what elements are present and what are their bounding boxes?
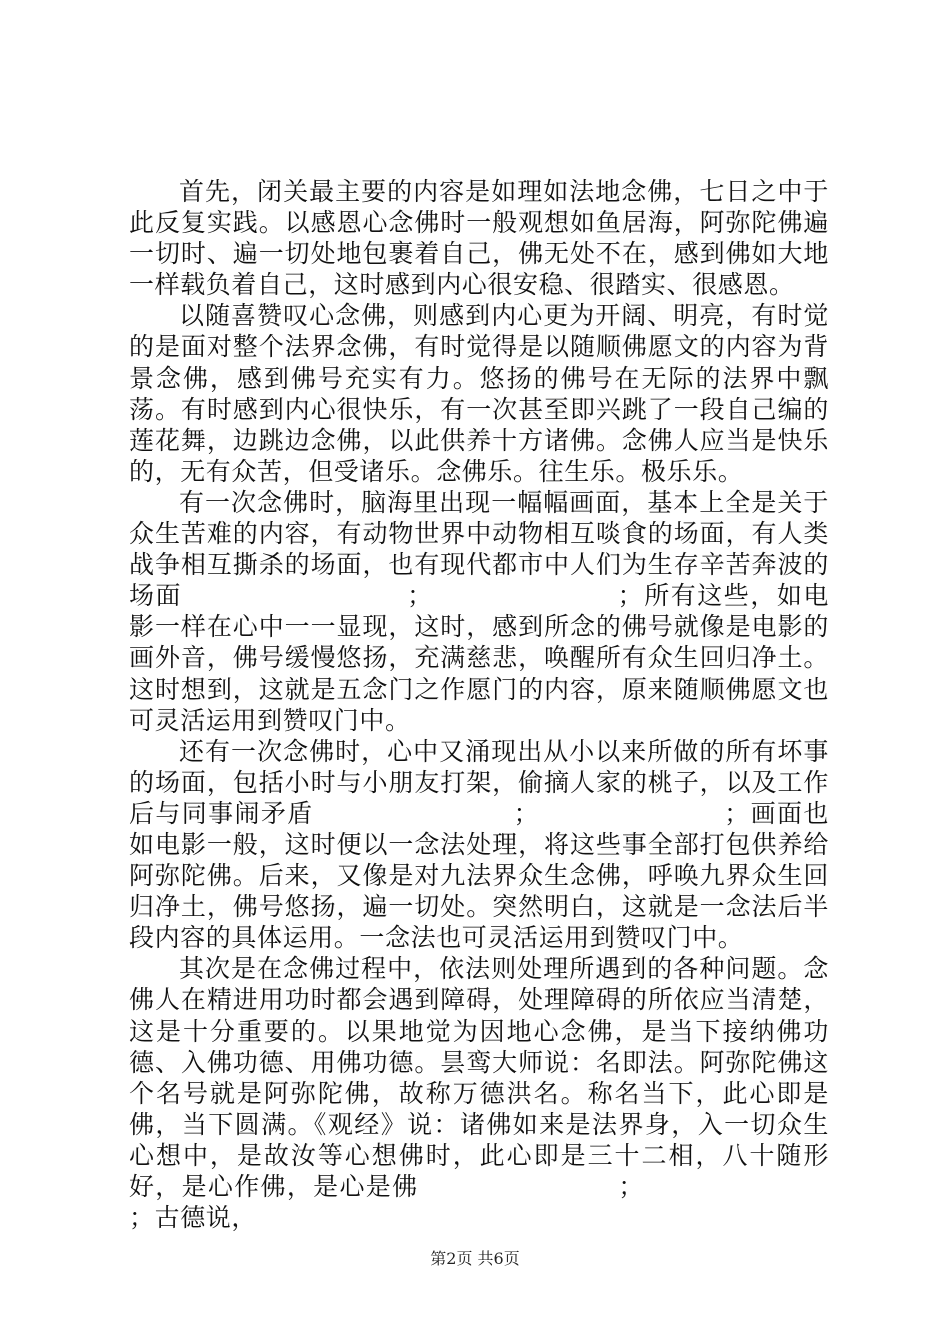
paragraph-5-text-a: 其次是在念佛过程中，依法则处理所遇到的各种问题。念佛人在精进用功时都会遇到障碍，处理障碍的所依应当清楚，这是十分重要的。以果地觉为因地心念佛，是当下接纳佛功德、入佛功德、用佛功德。昙鸾大师说：名即法。阿弥陀佛这个名号就是阿弥陀佛，故称万德洪名。称名当下，此心即是佛，当下圆满。《观经》说：诸佛如来是法界身，入一切众生心想中，是故汝等心想佛时，此心即是三十二相，八十随形好，是心作佛，是心是佛 [129, 954, 829, 1201]
paragraph-3-semicolon: ； [407, 581, 433, 611]
paragraph-2: 以随喜赞叹心念佛，则感到内心更为开阔、明亮，有时觉的是面对整个法界念佛，有时觉得是以随顺佛愿文的内容为背景念佛，感到佛号充实有力。悠扬的佛号在无际的法界中飘荡。有时感到内心很快乐，有一次甚至即兴跳了一段自己编的莲花舞，边跳边念佛，以此供养十方诸佛。念佛人应当是快乐的，无有众苦，但受诸乐。念佛乐。往生乐。极乐乐。 [129, 301, 829, 486]
document-body [129, 176, 829, 1233]
paragraph-3-text-a: 有一次念佛时，脑海里出现一幅幅画面，基本上全是关于众生苦难的内容，有动物世界中动物相互啖食的场面，有人类战争相互撕杀的场面，也有现代都市中人们为生存辛苦奔波的场面 [129, 487, 829, 611]
paragraph-3 [129, 487, 829, 736]
paragraph-1: 首先，闭关最主要的内容是如理如法地念佛，七日之中于此反复实践。以感恩心念佛时一般观想如鱼居海，阿弥陀佛遍一切时、遍一切处地包裹着自己，佛无处不在，感到佛如大地一样载负着自己，这时感到内心很安稳、很踏实、很感恩。 [129, 177, 829, 300]
page-number: 第2页 共6页 [430, 1249, 520, 1268]
paragraph-4 [129, 736, 829, 954]
paragraph-3-text-b: ；所有这些，如电影一样在心中一一显现，这时，感到所念的佛号就像是电影的画外音，佛号缓慢悠扬，充满慈悲，唤醒所有众生回归净土。这时想到，这就是五念门之作愿门的内容，原来随顺佛愿文也可灵活运用到赞叹门中。 [129, 581, 829, 735]
paragraph-5-semicolon: ； [618, 1172, 644, 1201]
paragraph-5 [129, 953, 829, 1233]
paragraph-4-text-b: ；画面也如电影一般，这时便以一念法处理，将这些事全部打包供养给阿弥陀佛。后来，又像是对九法界众生念佛，呼唤九界众生回归净土，佛号悠扬，遍一切处。突然明白，这就是一念法后半段内容的具体运用。一念法也可灵活运用到赞叹门中。 [129, 798, 830, 953]
paragraph-5-text-b: ；古德说， [129, 1203, 258, 1233]
page-footer [0, 1246, 950, 1269]
paragraph-4-text-a: 还有一次念佛时，心中又涌现出从小以来所做的所有坏事的场面，包括小时与小朋友打架，偷摘人家的桃子，以及工作后与同事闹矛盾 [129, 736, 829, 828]
paragraph-4-semicolon: ； [513, 798, 540, 828]
